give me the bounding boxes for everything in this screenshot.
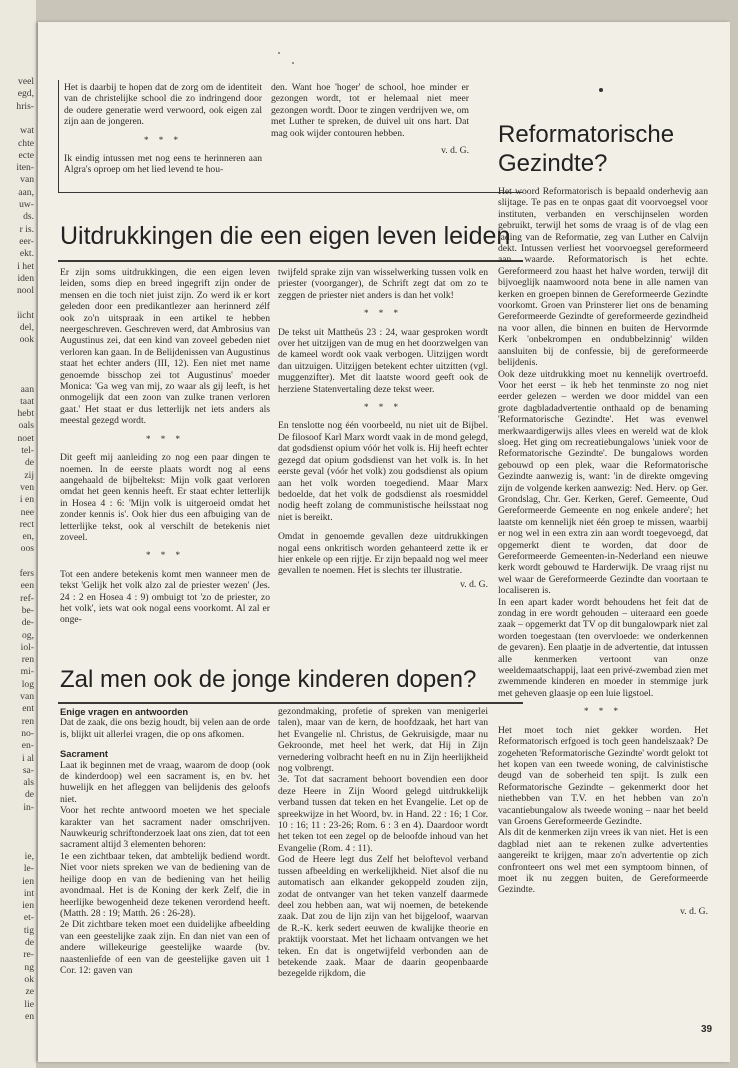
margin-fragment: iicht [16,309,34,321]
margin-fragment: ien [22,900,34,912]
paragraph: 3e. Tot dat sacrament behoort bovendien een door deze Heere in Zijn Woord gelegd uitdrukkelijk verband tussen dat teken en het Evangelie. Let op de spreekwijze in het Woord, bv. in Hand. 22 : 16; 1 Cor. 10 : 16; 11 : 23-26; Rom. 6 : 3 en 4). Daardoor wordt het teken tot een zegel op de beloofde inhoud van het Evangelie (Rom. 4 : 11). [278,774,488,854]
margin-fragment: hris- [16,100,34,112]
margin-fragment: zij [24,469,34,481]
paragraph: God de Heere legt dus Zelf het beloftevol verband tussen afbeelding en werkelijkheid. Niet alsof die nu automatisch aan elkander gekoppeld zouden zijn, zodat de ontvanger van het teken vanzelf daarmede deel zou hebben aan, wat wij noemen, de betekende zaak. Dat zou de lijn zijn van het bijgeloof, waarvan de R.-K. kerk sedert eeuwen de kwalijke theorie en praktijk voorstaat. Met het lichaam ontvangen we het teken. En dat is ongetwijfeld verbonden aan de betekende zaak. Maar de daarin geopenbaarde bezegelde rijkdom, die [278,854,488,980]
margin-fragment: ng [24,961,34,973]
margin-fragment: de [24,789,34,801]
section-separator: * * * [146,433,184,444]
margin-fragment: ren [21,715,34,727]
margin-fragment: in- [23,801,34,813]
paragraph: Ook deze uitdrukking moet nu kennelijk overtroefd. Voor het eerst – ik heb het tenminste zo nog niet eerder gelezen – werden we door middel van een grote dagbladadvertentie onthaald op de benaming 'Reformatorische Gezindte'. Het was evenwel merkwaardigerwijs alles vlees en wereld wat de klok sloeg. Het ging om recreatiebungalows 'uniek voor de Reformatorische Gezindte'. De bungalows worden gebouwd op een plek, waar die Reformatorische Gezindte aanwezig is, want: 'in de direkte omgeving zijn de volgende kerken aanwezig: Ned. Herv. op Ger. Grondslag, Chr. Ger. Kerken, Geref. Gemeente, Oud Gereformeerde Gemeente en nog enkele andere'; het laatste om kennelijk niet één groep te missen, waarbij er nog wel in een extra zin aan wordt toegevoegd, dat opgemerkt dient te worden, dat door de Gereformeerde Gemeenten-in-Nederland een nieuwe kerk wordt gebouwd te Harderwijk. De vraag rijst nu wel waar de Gereformeerde Gezindte dan voortaan te localiseren is. [498,368,708,597]
continuation-col-left [64,82,262,176]
paragraph: 1e een zichtbaar teken, dat ambtelijk bediend wordt. Niet voor niets spreken we van de bediening van de heilige doop en van de bediening van het heilig avondmaal. Het is de Koning der kerk Zelf, die in heerlijke bewogenheid deze tekenen verordend heeft. (Matth. 28 : 19; Matth. 26 : 26-28). [60,850,270,919]
adjacent-page-margin [0,0,36,1068]
page-number: 39 [701,1024,713,1035]
margin-fragment: ent [22,703,34,715]
margin-fragment: no- [21,727,34,739]
divider [58,702,523,704]
article-headline [498,120,674,178]
signature: v. d. G. [680,905,708,917]
margin-fragment: i het [17,260,34,272]
margin-fragment: en [24,1010,34,1022]
margin-fragment: veel [18,76,34,87]
margin-fragment: re- [23,949,34,961]
paragraph: Het is daarbij te hopen dat de zorg om de identiteit van de christelijke school die zo indringend door de oudere generatie werd verwoord, ook eigen zal zijn aan de jongeren. [64,82,262,128]
continuation-col-right [271,82,469,156]
article-headline: Zal men ook de jonge kinderen dopen? [60,666,477,693]
margin-fragment: taat [20,395,34,407]
article-col-2 [278,706,488,980]
paragraph: Er zijn soms uitdrukkingen, die een eigen leven leiden, soms diep en breed ingegrift zijn onder de mensen en die toch niet juist zijn. Zo werd ik er kort geleden door een predikantlezer aan herinnerd zélf ook zo'n uitspraak in een artikel te hebben neergeschreven. Geschreven werd, dat Ambrosius van Augustinus zei, dat een kind van zoveel gebeden niet verloren kan gaan. In de Belijdenissen van Augustinus staat het echter anders (III, 12). Een niet met name genoemde bisschop zei tot Augustinus' moeder Monica: 'Ga weg van mij, zo waar als gij leeft, is het onmogelijk dat een zoon van zulke tranen verloren gaat.' Het staat er dus letterlijk net iets anders als meestal gezegd wordt. [60,267,270,427]
margin-fragment: eer- [19,235,34,247]
paragraph: gezondmaking, profetie of spreken van menigerlei talen), maar van de kern, de hoofdzaak, het hart van het Evangelie nl. Christus, de Gekruisigde, maar nu Gekroonde, met heel het werk, dat Hij in Zijn vernedering volbracht heeft en nu in Zijn heerlijkheid nog volbrengt. [278,706,488,775]
article-col [498,186,708,917]
article-col-2 [278,267,488,590]
margin-fragment: og, [22,629,34,641]
margin-fragment: mi- [20,666,34,678]
paper-speck [278,52,280,54]
margin-fragment: aan, [18,186,34,198]
margin-fragment: r is. [19,223,34,235]
paragraph: En tenslotte nog één voorbeeld, nu niet uit de Bijbel. De filosoof Karl Marx wordt vaak in de mond gelegd, dat godsdienst opium vóór het volk is. Hij heeft echter gezegd dat opium godsdienst van het volk is. In het eerste geval (vóór het volk) zou godsdienst als opium aan het volk worden toegediend. Maar Marx bedoelde, dat het volk de godsdienst als roesmiddel nodig heeft zolang de communistische heilsstaat nog niet is bereikt. [278,420,488,523]
paragraph: Het moet toch niet gekker worden. Het Reformatorisch erfgoed is toch geen handelszaak? De zogeheten 'Reformatorische Gezindte' wordt gelokt tot het kopen van een tweede woning, de calvinistische deugd van de soberheid ten spijt. Is zulk een Reformatorische Gezindte – gekenmerkt door het niethebben van T.V. en het hebben van zo'n vacantiebungalow als tweede woning – naar het beeld van Groens Gereformeerde Gezindte. [498,724,708,827]
paragraph: Laat ik beginnen met de vraag, waarom de doop (ook de kinderdoop) wel een sacrament is, en bv. het huwelijk en het afleggen van belijdenis des geloofs niet. [60,759,270,805]
margin-fragment: tig [23,924,34,936]
margin-fragment: iol- [20,641,34,653]
paragraph: Het woord Reformatorisch is bepaald onderhevig aan slijtage. Te pas en te onpas gaat dit voorvoegsel voor instituten, verbanden en verschijnselen worden gebruikt, terwijl het soms de vraag is of de vlag een lading van de Reformatie, zeg van Luther en Calvijn dekt. Intussen verliest het voorvoegsel gereformeerd aan waarde. Reformatorisch is het echte. Gereformeerd zou haast het halve worden, terwijl dit bijvoeglijk naamwoord nota bene in alle namen van kerken en groepen binnen de Gereformeerde Gezindte voorkomt. Groen van Prinsterer liet ons de benaming Gereformeerde Gezindte of gereformeerde gezindheid na voor allen, die binnen en buiten de Hervormde Kerk 'onbekrompen en ondubbelzinnig' wilden aansluiten bij de confessie, bij de gereformeerde belijdenis. [498,186,708,369]
margin-fragment: ekt. [19,248,34,260]
section-separator: * * * [364,402,402,413]
margin-fragment: van [20,691,34,702]
margin-fragment: en- [21,740,34,752]
article-col-1 [60,706,270,976]
margin-fragment: een [20,580,34,592]
paragraph: De tekst uit Mattheüs 23 : 24, waar gesproken wordt over het uitzijgen van de mug en het doorzwelgen van de kameel wordt ook vaak verbogen. Uitzijgen wordt dan uitzuigen. Uitzijgen betekent echter uitzitten (vgl. muggenzifter). Met dit laatste woord geeft ook de herziene Statenvertaling deze tekst weer. [278,326,488,395]
margin-fragment: aan [20,383,34,395]
magazine-page [38,22,730,1062]
margin-fragment: ref- [20,592,34,604]
margin-fragment: iten- [16,162,34,174]
margin-fragment: log [21,678,34,690]
margin-fragment: ds. [23,211,34,223]
paragraph: 2e Dit zichtbare teken moet een duidelijke afbeelding van een geestelijke zaak zijn. En dan niet van een of andere willekeurige geestelijke waarde (bv. naastenliefde of een van de geestelijke gaven uit 1 Cor. 12: gaven van [60,919,270,976]
margin-fragment: ven [20,481,34,493]
margin-fragment: de [24,937,34,948]
margin-fragment: lie [24,998,34,1010]
headline-line: Gezindte? [498,150,608,177]
margin-fragment: uw- [19,199,34,210]
signature: v. d. G. [460,578,488,590]
margin-fragment: ie, [24,850,34,862]
spacer [60,740,270,748]
margin-fragment: ok [24,973,34,985]
margin-fragment: be- [21,604,34,616]
margin-fragment: ien [22,875,34,887]
margin-fragment: ze [25,986,34,998]
margin-fragment: int [23,887,34,899]
subheading: Sacrament [60,748,108,760]
margin-fragment: en, [22,531,34,543]
margin-fragment: hebt [17,408,34,420]
margin-fragment: de- [21,617,34,629]
paper-speck [292,62,294,64]
section-separator: * * * [584,706,622,717]
margin-fragment: et- [23,912,34,924]
margin-fragment: ecte [18,149,34,161]
paragraph: Als dit de kenmerken zijn vrees ik van niet. Het is een dagblad niet aan te rekenen zulke advertenties aangereikt te krijgen, maar zo'n advertentie op zich confronteert ons wel met een symptoom binnen, of moet ik nu zeggen buiten, de Gereformeerde Gezindte. [498,827,708,896]
margin-fragment: tel- [21,445,34,456]
section-separator: * * * [144,134,182,145]
section-separator: * * * [146,550,184,561]
margin-fragment: i al [22,752,34,764]
bullet-dot [599,88,603,92]
margin-fragment: noet [17,432,34,444]
section-separator: * * * [364,308,402,319]
margin-fragment: sa- [22,764,34,776]
spacer [278,523,488,531]
margin-fragment: nool [16,285,34,297]
continuation-box [58,80,523,193]
paragraph: Ik eindig intussen met nog eens te herinneren aan Algra's oproep om het lied levend te hou- [64,153,262,176]
paragraph: In een apart kader wordt behoudens het feit dat de zondag in ere wordt gehouden – uiteraard een goede zaak – opgemerkt dat TV op dit bungalowpark niet zal worden toegestaan (ten overvloede: we onderkennen de gevaren). Een plaatje in de advertentie, dat intussen alle kenmerken vertoont van onze weeldemaatschappij, laat een privé-zwembad zien met zwemmende kinderen en moeder in stemmige jurk met geheven glaasje op een luie ligstoel. [498,596,708,699]
margin-fragment: ook [19,334,34,346]
margin-fragment: wat [20,125,34,137]
paragraph: Omdat in genoemde gevallen deze uitdrukkingen nogal eens onkritisch worden gehanteerd zette ik er hier enkele op een rijtje. Er zijn bepaald nog wel meer gevallen te noemen. Het is slechts ter illustratie. [278,531,488,577]
subheading: Enige vragen en antwoorden [60,706,189,717]
margin-fragment: ren [21,654,34,666]
margin-fragment: oos [20,543,34,555]
article-col-1 [60,267,270,626]
paragraph: Tot een andere betekenis komt men wanneer men de tekst 'Gelijk het volk alzo zal de priester wezen' (Jes. 24 : 2 en Hosea 4 : 9) ombuigt tot 'zo de priester, zo het volk', iets wat ook nogal eens voorkomt. Al zal er onge- [60,568,270,626]
margin-fragment: chte [18,137,34,149]
paragraph: twijfeld sprake zijn van wisselwerking tussen volk en priester (voorganger), de Schrift zegt dat om zo te zeggen de priester niet anders is dan het volk! [278,267,488,301]
margin-fragment: rect [19,518,34,530]
margin-fragment: del, [19,322,34,333]
margin-fragment: de [24,457,34,469]
paragraph: Dit geeft mij aanleiding zo nog een paar dingen te noemen. In de eerste plaats wordt nog al eens aangehaald de bijbeltekst: Mijn volk gaat verloren omdat het geen kennis heeft. Er staat echter letterlijk in Hosea 4 : 6: 'Mijn volk is uitgeroeid omdat het zonder kennis is'. Ook hier dus een afbuiging van de letterlijke tekst, ook al verschilt de betekenis niet zoveel. [60,452,270,543]
article-headline: Uitdrukkingen die een eigen leven leiden [60,222,511,250]
paragraph: den. Want hoe 'hoger' de school, hoe minder er gezongen wordt, tot er helemaal niet meer gezongen wordt. Door te zingen verdrijven we, om met Luther te spreken, de duivel uit ons hart. Dat mag ook wijder contouren hebben. [271,82,469,139]
paragraph: Voor het rechte antwoord moeten we het speciale karakter van het sacrament nader omschrijven. Nauwkeurig schriftonderzoek laat ons zien, dat tot een sacrament altijd 3 elementen behoren: [60,805,270,851]
signature: v. d. G. [441,145,469,157]
margin-fragment: iden [17,272,34,284]
margin-fragment: i en [19,494,34,506]
margin-fragment: van [20,174,34,186]
margin-fragment: egd, [17,88,34,100]
margin-fragment: oals [18,420,34,432]
margin-fragment: le- [23,863,34,875]
margin-fragment: als [23,777,34,789]
divider [58,260,523,262]
margin-fragment: nee [20,506,34,518]
paragraph: Dat de zaak, die ons bezig houdt, bij velen aan de orde is, blijkt uit allerlei vragen, die op ons afkomen. [60,717,270,740]
margin-fragment: fers [19,568,34,579]
headline-line: Reformatorische [498,121,675,148]
